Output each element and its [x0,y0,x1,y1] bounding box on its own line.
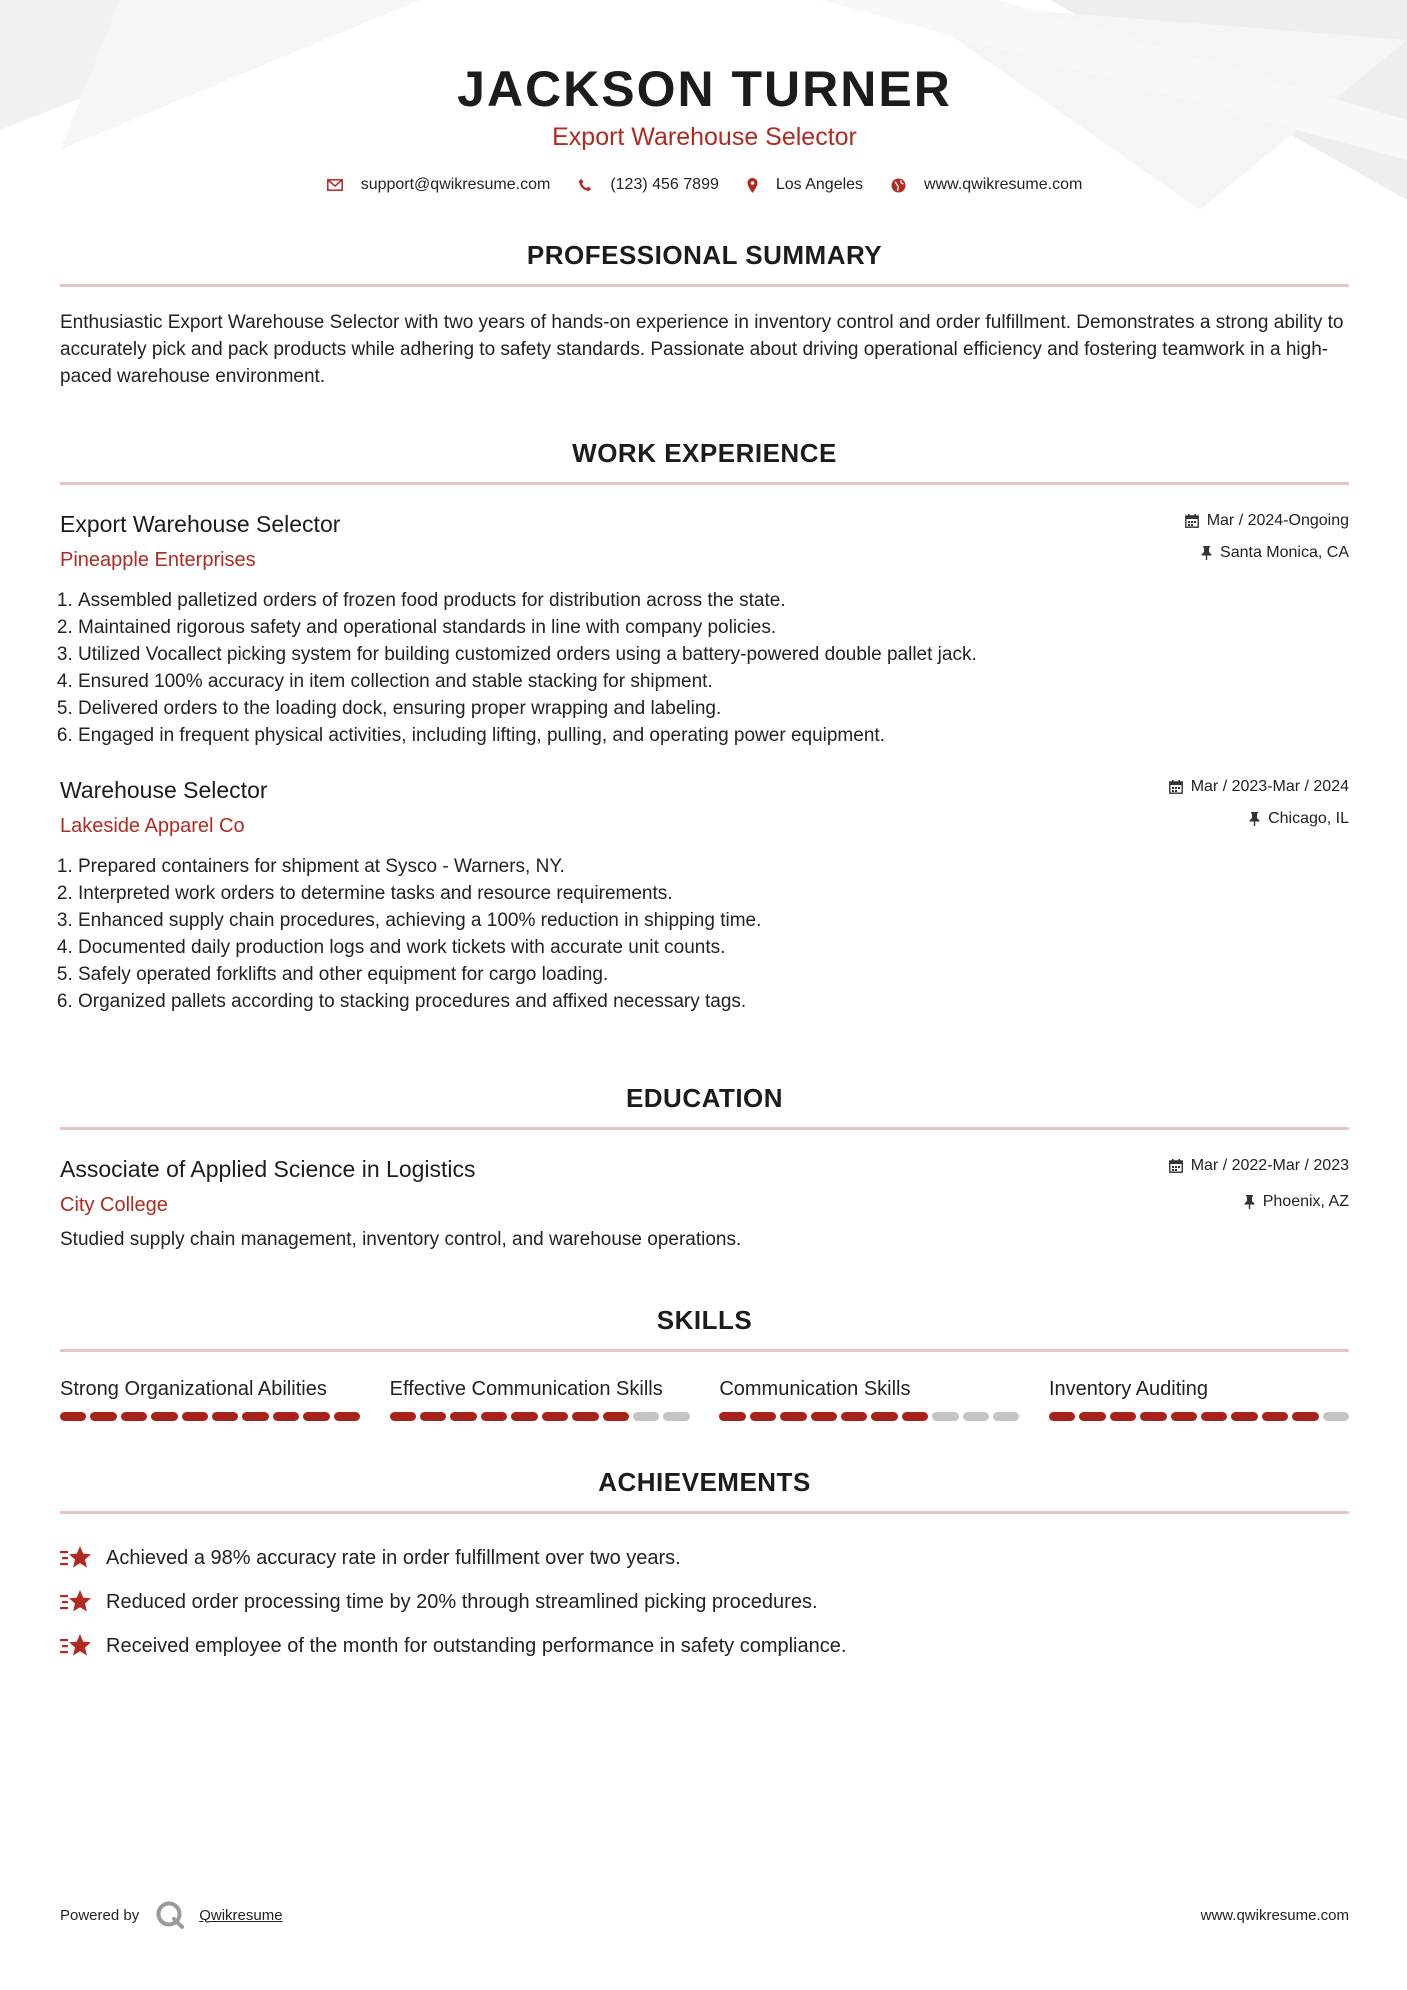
contact-website[interactable] [891,176,1082,194]
job-company: Lakeside Apparel Co [60,815,245,837]
achievement-item [60,1536,1349,1580]
education-description: Studied supply chain management, inventory control, and warehouse operations. [60,1229,742,1250]
experience-section [60,438,1349,1015]
job-entry [60,509,1349,749]
skills-grid [60,1376,1349,1421]
skills-section [60,1305,1349,1421]
skill-rating [719,1412,1019,1421]
achievement-text: Received employee of the month for outstanding performance in safety compliance. [106,1634,847,1657]
star-icon [60,1545,92,1571]
list-item: 4. Documented daily production logs and work tickets with accurate unit counts. [78,934,1349,961]
skill-dot-filled [1171,1412,1197,1421]
skill-dot-filled [1079,1412,1105,1421]
job-company: Pineapple Enterprises [60,549,256,571]
powered-by [60,1900,283,1930]
skill-dot-filled [719,1412,745,1421]
job-meta [1185,509,1349,565]
skill-dot-filled [1110,1412,1136,1421]
skill-dot-filled [811,1412,837,1421]
skill-item [1049,1376,1349,1421]
skill-dot-filled [750,1412,776,1421]
job-bullets [60,853,1349,1015]
skill-name: Inventory Auditing [1048,1378,1208,1400]
achievement-text: Reduced order processing time by 20% through streamlined picking procedures. [106,1590,818,1613]
calendar-icon [1185,514,1199,528]
skill-dot-filled [303,1412,329,1421]
list-item: 6. Organized pallets according to stacking procedures and affixed necessary tags. [78,988,1349,1015]
skill-name: Strong Organizational Abilities [60,1378,327,1400]
education-heading: EDUCATION [625,1083,784,1113]
contact-location [747,176,863,194]
list-item: 5. Delivered orders to the loading dock, ensuring proper wrapping and labeling. [78,695,1349,722]
contact-email-text: support@qwikresume.com [360,176,551,193]
star-icon [60,1589,92,1615]
calendar-icon [1169,1159,1183,1173]
skill-dot-filled [1049,1412,1075,1421]
summary-text: Enthusiastic Export Warehouse Selector with two years of hands-on experience in inventory control and order fulfillment. Demonstrates a strong ability to accurately pick and pack products while adhering to safety standards. Passionate about driving operational efficiency and fostering teamwork in a high-paced warehouse environment. [60,312,1344,387]
skill-dot-filled [121,1412,147,1421]
education-entry [60,1154,1349,1253]
job-role: Export Warehouse Selector [60,511,341,537]
globe-icon [891,178,906,193]
section-divider [60,1511,1349,1514]
skill-dot-filled [1262,1412,1288,1421]
footer-website[interactable]: www.qwikresume.com [1200,1906,1349,1924]
job-location: Santa Monica, CA [1220,544,1349,561]
education-dates: Mar / 2022-Mar / 2023 [1190,1157,1349,1174]
contact-email[interactable] [327,176,551,194]
skill-name: Effective Communication Skills [389,1378,663,1400]
resume-page [60,0,1349,1668]
list-item: 3. Utilized Vocallect picking system for building customized orders using a battery-powered double pallet jack. [78,641,1349,668]
skill-rating [1049,1412,1349,1421]
skill-dot-filled [390,1412,416,1421]
job-entry [60,775,1349,1015]
section-divider [60,482,1349,485]
skill-dot-filled [151,1412,177,1421]
skill-dot-filled [871,1412,897,1421]
skill-dot-filled [1201,1412,1227,1421]
skill-item [390,1376,690,1421]
list-item: 5. Safely operated forklifts and other equipment for cargo loading. [78,961,1349,988]
skill-item [719,1376,1019,1421]
skill-dot-filled [420,1412,446,1421]
achievement-item [60,1580,1349,1624]
skill-dot-filled [603,1412,629,1421]
map-marker-icon [747,178,758,193]
skill-rating [60,1412,360,1421]
qwikresume-logo-icon [155,1900,185,1930]
contact-location-text: Los Angeles [775,176,864,193]
section-divider [60,1349,1349,1352]
skill-rating [390,1412,690,1421]
skill-dot-filled [481,1412,507,1421]
education-section [60,1083,1349,1253]
pushpin-icon [1244,1195,1255,1209]
skill-dot-filled [841,1412,867,1421]
resume-header [60,0,1349,194]
section-divider [60,1127,1349,1130]
page-footer [60,1900,1349,1930]
skill-dot-filled [450,1412,476,1421]
skill-dot-filled [780,1412,806,1421]
achievement-text: Achieved a 98% accuracy rate in order fulfillment over two years. [106,1546,681,1569]
experience-heading: WORK EXPERIENCE [572,438,837,468]
skill-dot-filled [242,1412,268,1421]
achievements-section [60,1467,1349,1668]
contact-phone-text: (123) 456 7899 [610,176,719,193]
job-bullets [60,587,1349,749]
list-item: 2. Maintained rigorous safety and operational standards in line with company policies. [78,614,1349,641]
skill-dot-filled [1292,1412,1318,1421]
achievements-heading: ACHIEVEMENTS [598,1467,811,1497]
skill-dot-filled [1140,1412,1166,1421]
education-location: Phoenix, AZ [1262,1193,1349,1210]
contact-website-text: www.qwikresume.com [924,176,1083,193]
list-item: 1. Assembled palletized orders of frozen food products for distribution across the state. [78,587,1349,614]
phone-icon [578,178,592,192]
pushpin-icon [1201,546,1212,560]
skill-dot-filled [60,1412,86,1421]
list-item: 6. Engaged in frequent physical activities, including lifting, pulling, and operating power equipment. [78,722,1349,749]
skill-dot-filled [182,1412,208,1421]
list-item: 4. Ensured 100% accuracy in item collection and stable stacking for shipment. [78,668,1349,695]
skills-heading: SKILLS [656,1305,753,1335]
education-meta [1169,1154,1349,1214]
skill-dot-filled [902,1412,928,1421]
pushpin-icon [1249,812,1260,826]
skill-dot-filled [212,1412,238,1421]
envelope-icon [327,179,343,191]
skill-dot-empty [932,1412,958,1421]
achievements-list [60,1536,1349,1668]
summary-heading: PROFESSIONAL SUMMARY [526,240,883,270]
candidate-name: JACKSON TURNER [457,61,952,117]
education-school: City College [60,1194,168,1216]
skill-name: Communication Skills [719,1378,911,1400]
calendar-icon [1169,780,1183,794]
skill-item [60,1376,360,1421]
contact-bar [60,176,1349,194]
job-meta [1169,775,1349,831]
skill-dot-empty [663,1412,689,1421]
skill-dot-filled [1231,1412,1257,1421]
job-dates: Mar / 2023-Mar / 2024 [1190,778,1349,795]
education-degree: Associate of Applied Science in Logistics [60,1156,476,1182]
skill-dot-filled [511,1412,537,1421]
list-item: 3. Enhanced supply chain procedures, achieving a 100% reduction in shipping time. [78,907,1349,934]
skill-dot-empty [633,1412,659,1421]
summary-section [60,240,1349,390]
job-role: Warehouse Selector [60,777,268,803]
skill-dot-filled [542,1412,568,1421]
brand-link[interactable]: Qwikresume [199,1906,283,1924]
star-icon [60,1633,92,1659]
job-dates: Mar / 2024-Ongoing [1206,512,1349,529]
skill-dot-empty [963,1412,989,1421]
skill-dot-filled [334,1412,360,1421]
powered-by-label: Powered by [60,1906,140,1924]
contact-phone[interactable] [578,176,719,194]
list-item: 2. Interpreted work orders to determine tasks and resource requirements. [78,880,1349,907]
section-divider [60,284,1349,287]
list-item: 1. Prepared containers for shipment at Sysco - Warners, NY. [78,853,1349,880]
skill-dot-empty [993,1412,1019,1421]
skill-dot-filled [90,1412,116,1421]
achievement-item [60,1624,1349,1668]
skill-dot-filled [572,1412,598,1421]
candidate-title: Export Warehouse Selector [552,123,857,151]
skill-dot-filled [273,1412,299,1421]
job-location: Chicago, IL [1268,810,1349,827]
skill-dot-empty [1323,1412,1349,1421]
